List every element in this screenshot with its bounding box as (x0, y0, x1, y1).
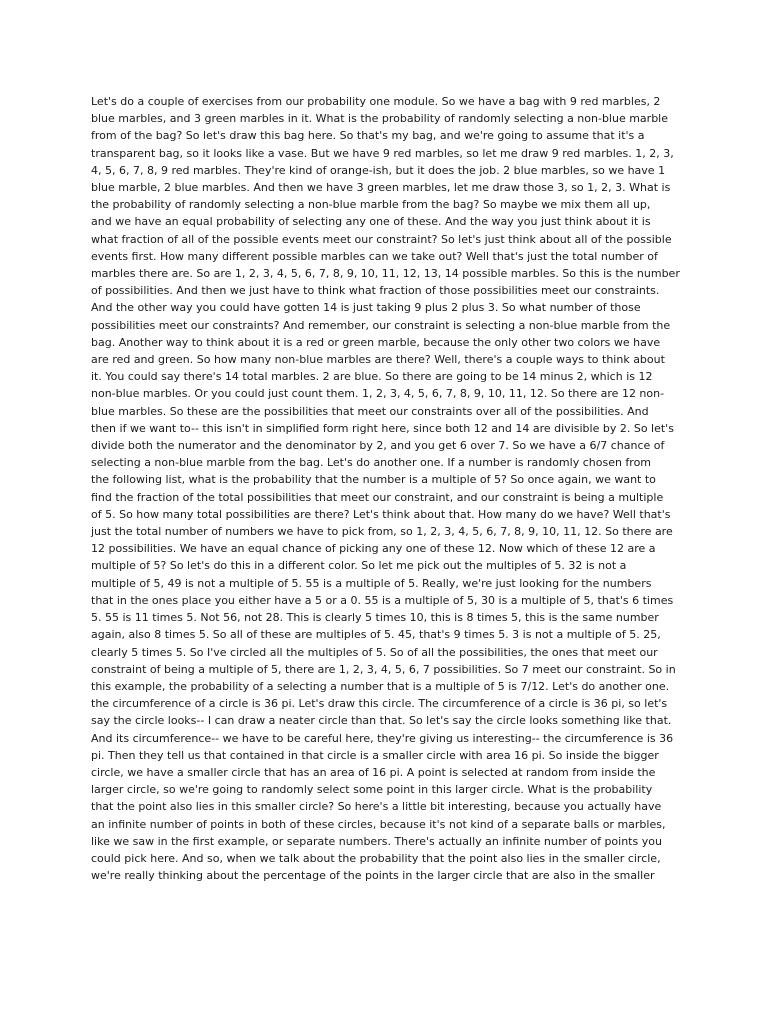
text-line: transparent bag, so it looks like a vase. But we have 9 red marbles, so let me draw 9 red marbles. 1, 2, 3, (91, 146, 674, 160)
text-line: blue marbles. So these are the possibilities that meet our constraints over all of the possibilities. And (91, 404, 649, 418)
text-line: from of the bag? So let's draw this bag here. So that's my bag, and we're going to assume that it's a (91, 129, 645, 143)
text-line: multiple of 5, 49 is not a multiple of 5. 55 is a multiple of 5. Really, we're just looking for the numbers (91, 576, 652, 590)
text-line: this example, the probability of a selecting a number that is a multiple of 5 is 7/12. Let's do another one. (91, 679, 670, 693)
text-line: possibilities meet our constraints? And remember, our constraint is selecting a non-blue marble from the (91, 318, 671, 332)
text-line: the circumference of a circle is 36 pi. Let's draw this circle. The circumference of a circle is 36 pi, so let's (91, 697, 668, 711)
text-line: clearly 5 times 5. So I've circled all the multiples of 5. So of all the possibilities, the ones that meet our (91, 645, 658, 659)
text-line: the following list, what is the probability that the number is a multiple of 5? So once again, we want to (91, 473, 656, 487)
text-line: larger circle, so we're going to randomly select some point in this larger circle. What is the probability (91, 783, 653, 797)
text-line: like we saw in the first example, or separate numbers. There's actually an infinite number of points you (91, 834, 662, 848)
text-line: pi. Then they tell us that contained in that circle is a smaller circle with area 16 pi. So inside the bigger (91, 748, 659, 762)
text-line: and we have an equal probability of selecting any one of these. And the way you just think about it is (91, 215, 651, 229)
text-line: non-blue marbles. Or you could just count them. 1, 2, 3, 4, 5, 6, 7, 8, 9, 10, 11, 12. So there are 12 non- (91, 387, 665, 401)
text-line: 5. 55 is 11 times 5. Not 56, not 28. This is clearly 5 times 10, this is 8 times 5, this is the same number (91, 611, 659, 625)
text-line: marbles there are. So are 1, 2, 3, 4, 5, 6, 7, 8, 9, 10, 11, 12, 13, 14 possible marbles. So this is the number (91, 267, 680, 281)
text-line: blue marble, 2 blue marbles. And then we have 3 green marbles, let me draw those 3, so 1, 2, 3. What is (91, 181, 671, 195)
text-line: an infinite number of points in both of these circles, because it's not kind of a separate balls or marbles, (91, 817, 666, 831)
text-line: divide both the numerator and the denominator by 2, and you get 6 over 7. So we have a 6/7 chance of (91, 439, 665, 453)
text-line: then if we want to-- this isn't in simplified form right here, since both 12 and 14 are divisible by 2. So let's (91, 421, 674, 435)
text-line: 12 possibilities. We have an equal chance of picking any one of these 12. Now which of these 12 are a (91, 542, 656, 556)
text-line: what fraction of all of the possible events meet our constraint? So let's just think about all of the possible (91, 232, 672, 246)
text-line: And the other way you could have gotten 14 is just taking 9 plus 2 plus 3. So what number of those (91, 301, 641, 315)
text-line: of possibilities. And then we just have to think what fraction of those possibilities meet our constraints. (91, 284, 660, 298)
text-line: bag. Another way to think about it is a red or green marble, because the only other two colors we have (91, 335, 661, 349)
text-line: multiple of 5? So let's do this in a different color. So let me pick out the multiples of 5. 32 is not a (91, 559, 627, 573)
text-line: circle, we have a smaller circle that has an area of 16 pi. A point is selected at random from inside the (91, 765, 656, 779)
text-line: again, also 8 times 5. So all of these are multiples of 5. 45, that's 9 times 5. 3 is not a multiple of 5. 25, (91, 628, 661, 642)
text-line: events first. How many different possible marbles can we take out? Well that's just the total number of (91, 249, 658, 263)
text-line: say the circle looks-- I can draw a neater circle than that. So let's say the circle looks something like that. (91, 714, 672, 728)
transcript-text (91, 93, 681, 884)
text-line: find the fraction of the total possibilities that meet our constraint, and our constraint is being a multiple (91, 490, 664, 504)
text-line: And its circumference-- we have to be careful here, they're giving us interesting-- the circumference is 36 (91, 731, 674, 745)
text-line: the probability of randomly selecting a non-blue marble from the bag? So maybe we mix them all up, (91, 198, 651, 212)
text-line: selecting a non-blue marble from the bag. Let's do another one. If a number is randomly chosen from (91, 456, 652, 470)
text-line: that in the ones place you either have a 5 or a 0. 55 is a multiple of 5, 30 is a multiple of 5, that's 6 times (91, 593, 674, 607)
text-line: blue marbles, and 3 green marbles in it. What is the probability of randomly selecting a non-blue marble (91, 112, 669, 126)
text-line: constraint of being a multiple of 5, there are 1, 2, 3, 4, 5, 6, 7 possibilities. So 7 meet our constraint. So in (91, 662, 676, 676)
text-line: that the point also lies in this smaller circle? So here's a little bit interesting, because you actually have (91, 800, 662, 814)
text-line: 4, 5, 6, 7, 8, 9 red marbles. They're kind of orange-ish, but it does the job. 2 blue marbles, so we have 1 (91, 163, 666, 177)
text-line: Let's do a couple of exercises from our probability one module. So we have a bag with 9 red marbles, 2 (91, 95, 661, 108)
text-line: we're really thinking about the percentage of the points in the larger circle that are also in the smaller (91, 869, 655, 883)
text-line: of 5. So how many total possibilities are there? Let's think about that. How many do we have? Well that's (91, 507, 671, 521)
text-line: are red and green. So how many non-blue marbles are there? Well, there's a couple ways to think about (91, 353, 665, 367)
text-line: it. You could say there's 14 total marbles. 2 are blue. So there are going to be 14 minus 2, which is 12 (91, 370, 653, 384)
text-line: could pick here. And so, when we talk about the probability that the point also lies in the smaller circle, (91, 851, 661, 865)
text-line: just the total number of numbers we have to pick from, so 1, 2, 3, 4, 5, 6, 7, 8, 9, 10, 11, 12. So there are (91, 525, 673, 539)
